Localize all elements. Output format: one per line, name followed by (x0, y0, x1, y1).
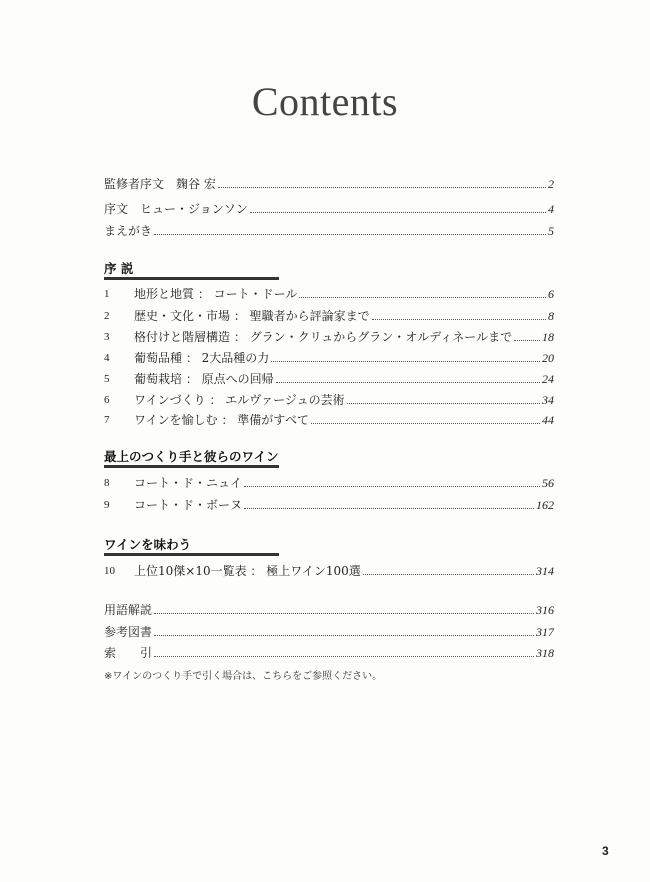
toc-entry-chapter-2[interactable] (104, 305, 554, 323)
toc-entry-chapter-4[interactable] (104, 347, 554, 365)
toc-entry-label: コート・ド・ニュイ (134, 476, 243, 490)
dot-leader (347, 403, 540, 404)
toc-entry-glossary[interactable] (104, 599, 554, 617)
toc-entry-page: 314 (536, 564, 554, 578)
toc-entry-chapter-7[interactable] (104, 409, 554, 427)
toc-entry-page: 162 (536, 498, 554, 512)
toc-entry-label: 監修者序文 麹谷 宏 (104, 177, 216, 191)
toc-entry-page: 2 (548, 177, 554, 191)
toc-entry-label: 用語解説 (104, 603, 153, 617)
toc-entry-label: 葡萄品種 ： 2大品種の力 (134, 351, 270, 365)
toc-entry-label: ワインを愉しむ ： 準備がすべて (134, 413, 310, 427)
section-heading-producers (104, 447, 279, 465)
footnote: ※ワインのつくり手で引く場合は、こちらをご参照ください。 (104, 671, 383, 682)
dot-leader (311, 423, 540, 424)
section-heading-text: ワインを味わう (104, 537, 192, 552)
toc-entry-page: 56 (542, 476, 554, 490)
dot-leader (154, 656, 534, 657)
toc-entry-label: 格付けと階層構造 ： グラン・クリュからグラン・オルディネールまで (134, 330, 513, 344)
toc-entry-foreword[interactable] (104, 198, 554, 216)
section-rule (104, 465, 279, 468)
toc-entry-page: 6 (548, 287, 554, 301)
toc-entry-preface[interactable] (104, 220, 554, 238)
toc-entry-page: 20 (542, 351, 554, 365)
dot-leader (244, 486, 540, 487)
toc-entry-label: 序文 ヒュー・ジョンソン (104, 202, 248, 216)
chapter-number: 1 (104, 288, 110, 300)
toc-entry-page: 8 (548, 309, 554, 323)
toc-entry-page: 4 (548, 202, 554, 216)
chapter-number: 10 (104, 565, 115, 577)
toc-entry-label: 歴史・文化・市場 ： 聖職者から評論家まで (134, 309, 370, 323)
toc-entry-label: コート・ド・ボーヌ (134, 498, 243, 512)
dot-leader (154, 635, 534, 636)
toc-entry-page: 18 (542, 330, 554, 344)
toc-entry-label: 参考図書 (104, 625, 153, 639)
toc-entry-page: 44 (542, 413, 554, 427)
toc-entry-label: まえがき (104, 224, 153, 238)
page-title: Contents (251, 79, 399, 124)
toc-entry-chapter-8[interactable] (104, 472, 554, 490)
toc-entry-chapter-5[interactable] (104, 368, 554, 386)
dot-leader (363, 574, 534, 575)
section-rule (104, 553, 279, 556)
chapter-number: 4 (104, 352, 110, 364)
toc-entry-chapter-6[interactable] (104, 389, 554, 407)
chapter-number: 8 (104, 477, 110, 489)
toc-entry-chapter-9[interactable] (104, 494, 554, 512)
toc-entry-label: 葡萄栽培 ： 原点への回帰 (134, 372, 274, 386)
section-heading-text: 最上のつくり手と彼らのワイン (104, 449, 279, 464)
dot-leader (276, 382, 540, 383)
page-number: 3 (602, 844, 609, 858)
section-heading-text: 序 説 (104, 261, 134, 276)
toc-entry-page: 5 (548, 224, 554, 238)
chapter-number: 2 (104, 310, 110, 322)
dot-leader (299, 297, 546, 298)
toc-entry-page: 24 (542, 372, 554, 386)
toc-entry-bibliography[interactable] (104, 621, 554, 639)
dot-leader (271, 361, 540, 362)
section-rule (104, 277, 279, 280)
toc-entry-label: 地形と地質 ： コート・ドール (134, 287, 298, 301)
dot-leader (218, 187, 546, 188)
chapter-number: 6 (104, 394, 110, 406)
toc-entry-page: 34 (542, 393, 554, 407)
toc-entry-page: 316 (536, 603, 554, 617)
toc-entry-chapter-1[interactable] (104, 283, 554, 301)
toc-entry-chapter-3[interactable] (104, 326, 554, 344)
toc-entry-foreword-supervisor[interactable] (104, 173, 554, 191)
dot-leader (372, 319, 546, 320)
chapter-number: 3 (104, 331, 110, 343)
dot-leader (244, 508, 534, 509)
dot-leader (154, 613, 534, 614)
toc-entry-index[interactable] (104, 642, 554, 660)
dot-leader (154, 234, 546, 235)
toc-entry-label: 索 引 (104, 646, 153, 660)
dot-leader (250, 212, 546, 213)
toc-entry-label: ワインづくり ： エルヴァージュの芸術 (134, 393, 345, 407)
chapter-number: 9 (104, 499, 110, 511)
chapter-number: 7 (104, 414, 110, 426)
toc-entry-page: 317 (536, 625, 554, 639)
dot-leader (514, 340, 540, 341)
toc-entry-chapter-10[interactable] (104, 560, 554, 578)
chapter-number: 5 (104, 373, 110, 385)
section-heading-introduction (104, 259, 133, 277)
section-heading-tasting (104, 535, 191, 553)
toc-entry-page: 318 (536, 646, 554, 660)
toc-entry-label: 上位10傑×10一覧表 ： 極上ワイン100選 (134, 564, 361, 578)
